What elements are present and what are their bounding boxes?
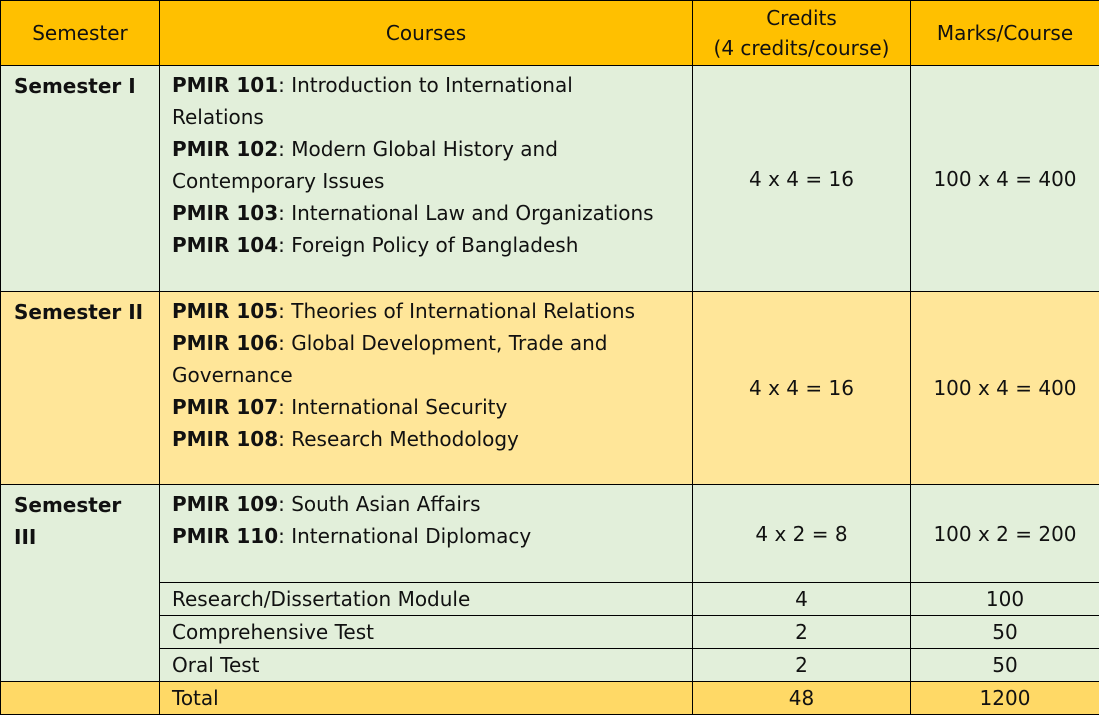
course-line (172, 327, 686, 359)
credits-value: 2 (693, 649, 911, 682)
course-title: : Modern Global History and (278, 137, 558, 161)
marks-value: 100 (911, 583, 1099, 616)
course-title: : Research Methodology (278, 427, 519, 451)
extra-row-oral (1, 649, 1099, 682)
course-line-cont: Governance (172, 363, 293, 387)
marks-value: 100 x 4 = 400 (911, 292, 1099, 485)
course-line (172, 520, 686, 552)
course-title: : International Security (278, 395, 508, 419)
course-line (172, 423, 686, 455)
course-code: PMIR 102 (172, 137, 279, 161)
course-title: : Global Development, Trade and (278, 331, 608, 355)
course-list (160, 292, 693, 485)
total-marks: 1200 (911, 682, 1099, 715)
course-list (160, 66, 693, 292)
extra-row-comprehensive (1, 616, 1099, 649)
extra-row-research (1, 583, 1099, 616)
marks-value: 50 (911, 616, 1099, 649)
course-title: : International Diplomacy (278, 524, 532, 548)
credits-value: 4 x 4 = 16 (693, 292, 911, 485)
credits-value: 4 x 2 = 8 (693, 485, 911, 583)
course-code: PMIR 106 (172, 331, 279, 355)
total-row (1, 682, 1099, 715)
course-code: PMIR 107 (172, 395, 279, 419)
extra-label: Comprehensive Test (160, 616, 693, 649)
course-title: : International Law and Organizations (278, 201, 654, 225)
semester-row-2 (1, 292, 1099, 485)
extra-label: Oral Test (160, 649, 693, 682)
marks-value: 100 x 4 = 400 (911, 66, 1099, 292)
course-title: : Introduction to International (278, 73, 573, 97)
header-courses: Courses (160, 1, 693, 66)
total-credits: 48 (693, 682, 911, 715)
course-code: PMIR 108 (172, 427, 279, 451)
course-line (172, 229, 686, 261)
course-list (160, 485, 693, 583)
header-semester: Semester (1, 1, 160, 66)
course-line-cont: Contemporary Issues (172, 169, 385, 193)
marks-value: 100 x 2 = 200 (911, 485, 1099, 583)
semester-row-1 (1, 66, 1099, 292)
course-line (172, 133, 686, 165)
semester-name: Semester I (1, 66, 160, 292)
semester-name: Semester III (1, 485, 160, 682)
course-code: PMIR 103 (172, 201, 279, 225)
credits-value: 4 (693, 583, 911, 616)
header-credits-line2: (4 credits/course) (713, 36, 890, 60)
course-code: PMIR 110 (172, 524, 279, 548)
header-credits (693, 1, 911, 66)
marks-value: 50 (911, 649, 1099, 682)
credits-value: 2 (693, 616, 911, 649)
course-title: : Theories of International Relations (278, 299, 635, 323)
header-marks: Marks/Course (911, 1, 1099, 66)
course-title: : South Asian Affairs (278, 492, 481, 516)
total-empty-cell (1, 682, 160, 715)
course-code: PMIR 105 (172, 299, 279, 323)
credits-value: 4 x 4 = 16 (693, 66, 911, 292)
semester-row-3 (1, 485, 1099, 583)
header-credits-line1: Credits (766, 6, 837, 30)
course-title: : Foreign Policy of Bangladesh (278, 233, 579, 257)
course-line-cont: Relations (172, 105, 264, 129)
total-label: Total (160, 682, 693, 715)
extra-label: Research/Dissertation Module (160, 583, 693, 616)
course-code: PMIR 104 (172, 233, 279, 257)
course-line (172, 197, 686, 229)
header-row (1, 1, 1099, 66)
course-line (172, 391, 686, 423)
course-line (172, 295, 686, 327)
course-line (172, 69, 686, 101)
course-code: PMIR 109 (172, 492, 279, 516)
course-code: PMIR 101 (172, 73, 279, 97)
semester-name: Semester II (1, 292, 160, 485)
course-line (172, 488, 686, 520)
